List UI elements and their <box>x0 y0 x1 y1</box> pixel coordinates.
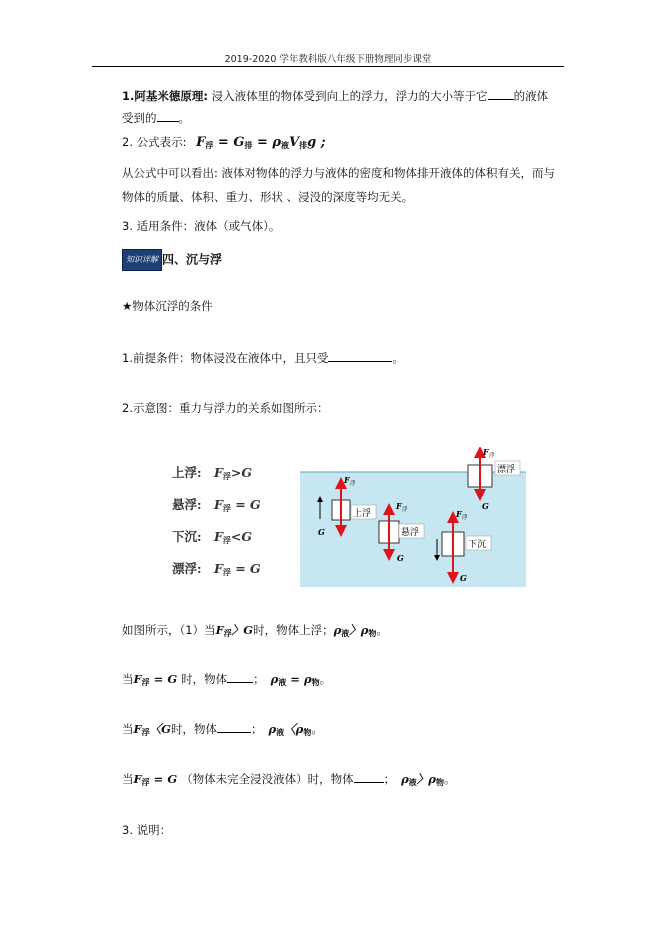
section-heading <box>122 249 222 271</box>
blank-2 <box>157 110 179 122</box>
formula: $F_浮 = G_排 = \rho_液V_排g$ ; <box>196 135 326 150</box>
case-3-mid: 时，物体 <box>171 722 217 736</box>
star-line: ★物体沉浮的条件 <box>122 299 213 313</box>
case-3-density: $\rho_液$〈$\rho_物$ <box>268 722 312 737</box>
legend-float <box>172 559 261 578</box>
case-3-rel: $F_浮$〈G <box>133 722 171 737</box>
blank-5 <box>217 721 251 733</box>
section-title: 四、沉与浮 <box>162 252 223 267</box>
case-2: 当$F_浮 = G$ 时，物体 ； $\rho_液 = \rho_物$。 <box>122 672 332 687</box>
formula-label: 2. 公式表示: <box>122 135 187 149</box>
case-2-rel: $F_浮 = G$ <box>133 672 182 687</box>
diagram-caption: 2.示意图：重力与浮力的关系如图所示： <box>122 401 329 415</box>
condition-line: 3. 适用条件：液体（或气体）。 <box>122 219 281 233</box>
note-line: 3. 说明： <box>122 823 172 837</box>
explain-line-1: 从公式中可以看出: 液体对物体的浮力与液体的密度和物体排开液体的体积有关，而与 <box>122 166 556 180</box>
archimedes-line-2 <box>122 110 190 126</box>
floating-label: 漂浮 <box>497 465 516 475</box>
legend-suspend <box>172 495 261 514</box>
legend-rel: $F_浮 = G$ <box>213 561 261 577</box>
case-4-end: ； <box>383 772 396 786</box>
case-3: 当$F_浮$〈G时，物体 ； $\rho_液$〈$\rho_物$。 <box>122 722 323 737</box>
blank-4 <box>227 671 253 683</box>
suspended-label: 悬浮 <box>401 528 420 538</box>
label-F: F <box>456 509 462 519</box>
legend-state: 下沉: <box>172 529 202 544</box>
blank-6 <box>354 771 384 783</box>
explain-line-2: 物体的质量、体积、重力、形状 、浸没的深度等均无关。 <box>122 190 414 204</box>
label-F: F <box>396 501 402 511</box>
case-2-mid: 时，物体 <box>181 672 228 686</box>
archimedes-text: 浸入液体里的物体受到向上的浮力，浮力的大小等于它 <box>207 89 488 103</box>
archimedes-tail: 的液体 <box>513 89 549 103</box>
case-2-pre: 当 <box>122 672 134 686</box>
archimedes-line-1 <box>122 88 548 104</box>
legend-rise <box>172 463 252 482</box>
label-G: G <box>482 501 489 511</box>
case-1-mid: 时，物体上浮； <box>253 623 334 637</box>
case-3-end: ； <box>251 722 263 736</box>
case-4: 当$F_浮 = G$ （物体未完全浸没液体）时，物体 ； $\rho_液$〉$\rho_物$。 <box>122 772 456 787</box>
case-2-density: $\rho_液 = \rho_物$ <box>270 672 320 687</box>
case-1 <box>122 622 388 642</box>
label-G: G <box>318 527 325 537</box>
sinking-label: 下沉 <box>468 540 487 550</box>
legend-rel: $F_浮>G$ <box>213 465 253 481</box>
label-F: F <box>483 447 489 457</box>
label-fu: 浮 <box>350 481 356 487</box>
buoyancy-diagram <box>300 447 526 587</box>
label-fu: 浮 <box>402 507 408 513</box>
header-rule <box>92 66 564 67</box>
case-3-pre: 当 <box>122 722 134 736</box>
archimedes-label: 1.阿基米德原理: <box>122 89 208 103</box>
case-1-pre: 如图所示，（1）当 <box>122 623 216 637</box>
label-fu: 浮 <box>489 453 495 459</box>
page-header: 2019-2020 学年教科版八年级下册物理同步课堂 <box>224 54 432 65</box>
blank-1 <box>488 88 514 100</box>
legend-sink <box>172 527 252 546</box>
case-2-end: ； <box>253 672 265 686</box>
legend-state: 悬浮: <box>172 497 202 512</box>
legend-state: 漂浮: <box>172 561 202 576</box>
case-1-end: 。 <box>376 623 388 637</box>
legend-state: 上浮: <box>172 465 202 480</box>
case-4-rel: $F_浮 = G$ <box>133 772 182 787</box>
knowledge-badge: 知识详解 <box>122 249 162 271</box>
label-fu: 浮 <box>462 515 468 521</box>
case-4-pre: 当 <box>122 772 134 786</box>
case-4-density: $\rho_液$〉$\rho_物$ <box>401 772 444 787</box>
archimedes-text-2: 受到的 <box>122 111 157 125</box>
period: 。 <box>178 111 190 125</box>
period-2: 。 <box>392 351 404 365</box>
premise-text: 1.前提条件：物体浸没在液体中，且只受 <box>122 351 329 365</box>
case-1-density: $\rho_液$〉$\rho_物$ <box>333 623 377 638</box>
formula-line <box>122 134 326 154</box>
premise-line <box>122 350 404 366</box>
rising-label: 上浮 <box>353 509 372 519</box>
label-G: G <box>397 553 404 563</box>
label-F: F <box>344 475 350 485</box>
case-4-mid: （物体未完全浸没液体）时，物体 <box>181 772 354 786</box>
legend-rel: $F_浮<G$ <box>213 529 253 545</box>
legend-rel: $F_浮 = G$ <box>213 497 261 513</box>
label-G: G <box>460 573 467 583</box>
blank-3 <box>328 350 392 362</box>
case-1-rel: $F_浮$〉G <box>215 623 254 638</box>
